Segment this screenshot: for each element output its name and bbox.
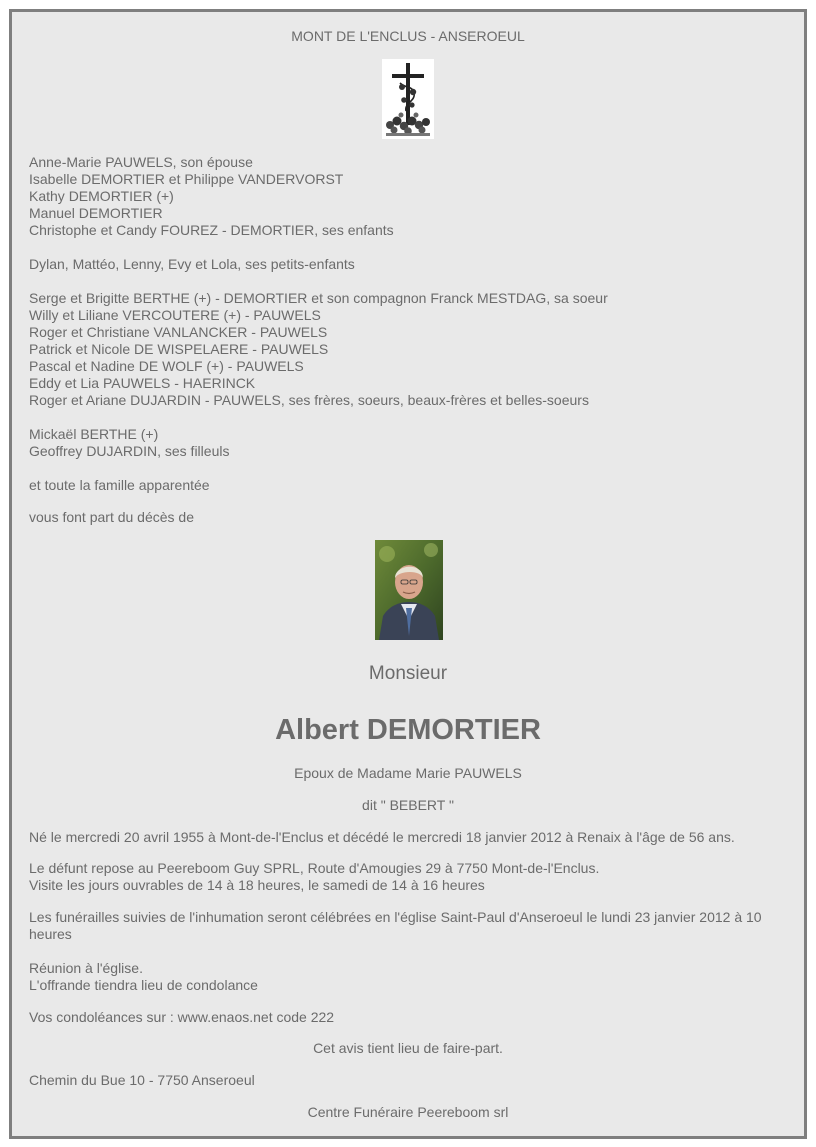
family-line: Roger et Ariane DUJARDIN - PAUWELS, ses frères, soeurs, beaux-frères et belles-soeurs [29, 392, 589, 408]
family-line: Christophe et Candy FOUREZ - DEMORTIER, ses enfants [29, 222, 394, 238]
funeral-line: Les funérailles suivies de l'inhumation seront célébrées en l'église Saint-Paul d'Anseroeul le lundi 23 janvier 2012 à 10 heures [29, 909, 762, 942]
family-line: Isabelle DEMORTIER et Philippe VANDERVORST [29, 171, 344, 187]
funeral-home-line: Centre Funéraire Peereboom srl [307, 1104, 509, 1120]
cross-with-flowers-icon [382, 59, 434, 139]
family-line: Pascal et Nadine DE WOLF (+) - PAUWELS [29, 358, 304, 374]
notice-line: Cet avis tient lieu de faire-part. [313, 1040, 503, 1056]
family-line: Willy et Liliane VERCOUTERE (+) - PAUWELS [29, 307, 321, 323]
spouse-line: Epoux de Madame Marie PAUWELS [294, 765, 522, 781]
family-line: Patrick et Nicole DE WISPELAERE - PAUWELS [29, 341, 329, 357]
godchildren-block [12, 426, 804, 460]
location-header: MONT DE L'ENCLUS - ANSEROEUL [291, 28, 525, 44]
detail-line: Le défunt repose au Peereboom Guy SPRL, Route d'Amougies 29 à 7750 Mont-de-l'Enclus. [29, 860, 600, 876]
detail-line: L'offrande tiendra lieu de condolance [29, 977, 258, 993]
extended-family-line: et toute la famille apparentée [29, 477, 210, 493]
grandchildren-line: Dylan, Mattéo, Lenny, Evy et Lola, ses petits-enfants [29, 256, 355, 272]
nickname-line: dit " BEBERT " [362, 797, 454, 813]
rest-block [12, 860, 804, 894]
family-line: Kathy DEMORTIER (+) [29, 188, 174, 204]
honorific: Monsieur [368, 663, 448, 684]
family-line: Mickaël BERTHE (+) [29, 426, 159, 442]
spouse-children-block [12, 154, 804, 239]
detail-line: Visite les jours ouvrables de 14 à 18 heures, le samedi de 14 à 16 heures [29, 877, 485, 893]
meeting-block [12, 960, 804, 994]
family-line: Manuel DEMORTIER [29, 205, 163, 221]
condolences-line: Vos condoléances sur : www.enaos.net code 222 [29, 1009, 335, 1025]
family-line: Geoffrey DUJARDIN, ses filleuls [29, 443, 230, 459]
deceased-portrait [375, 540, 443, 640]
family-line: Anne-Marie PAUWELS, son épouse [29, 154, 253, 170]
detail-line: Réunion à l'église. [29, 960, 143, 976]
family-line: Serge et Brigitte BERTHE (+) - DEMORTIER et son compagnon Franck MESTDAG, sa soeur [29, 290, 608, 306]
siblings-block [12, 290, 804, 409]
announcement-line: vous font part du décès de [29, 509, 194, 525]
family-line: Roger et Christiane VANLANCKER - PAUWELS [29, 324, 328, 340]
obituary-card [9, 9, 807, 1139]
deceased-name: Albert DEMORTIER [275, 714, 541, 746]
family-line: Eddy et Lia PAUWELS - HAERINCK [29, 375, 256, 391]
birth-death-line: Né le mercredi 20 avril 1955 à Mont-de-l'Enclus et décédé le mercredi 18 janvier 2012 à Renaix à l'âge de 56 ans. [29, 829, 735, 845]
address-line: Chemin du Bue 10 - 7750 Anseroeul [29, 1072, 255, 1088]
